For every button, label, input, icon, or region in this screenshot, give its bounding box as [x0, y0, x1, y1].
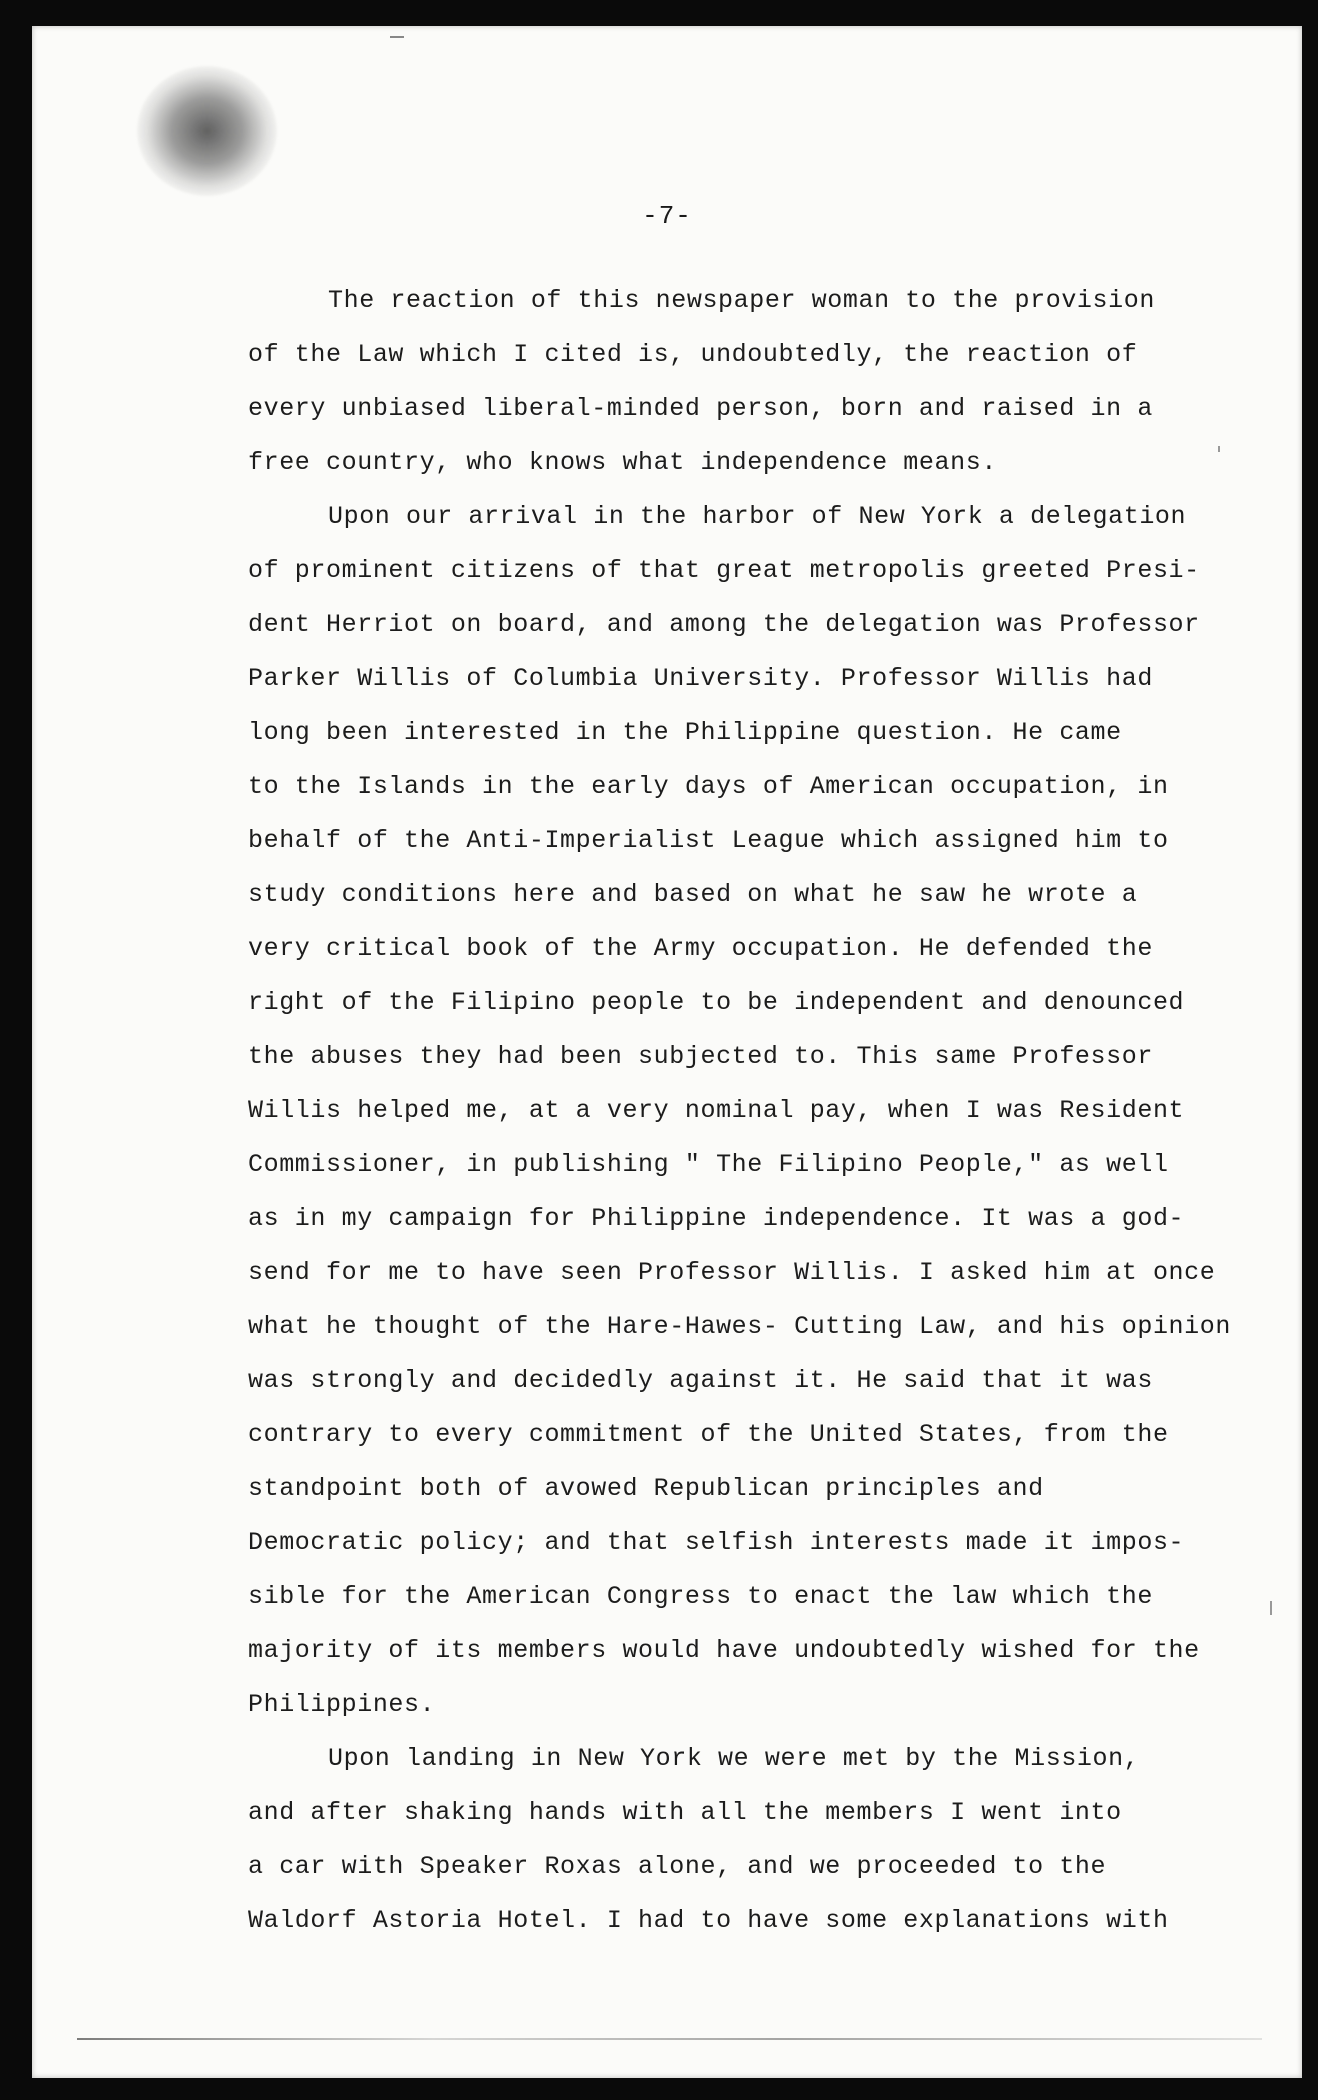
text-line: was strongly and decidedly against it. He said that it was	[248, 1366, 1153, 1395]
text-line: Parker Willis of Columbia University. Professor Willis had	[248, 664, 1153, 693]
scan-mark	[390, 36, 404, 38]
document-page	[32, 26, 1302, 2078]
text-line: the abuses they had been subjected to. This same Professor	[248, 1042, 1153, 1071]
text-line: a car with Speaker Roxas alone, and we proceeded to the	[248, 1852, 1107, 1881]
text-line: Philippines.	[248, 1690, 436, 1719]
text-line: Willis helped me, at a very nominal pay, when I was Resident	[248, 1096, 1185, 1125]
text-line: majority of its members would have undoubtedly wished for the	[248, 1636, 1200, 1665]
page-number: -7-	[642, 201, 692, 231]
margin-mark	[1270, 1601, 1272, 1615]
text-line: of prominent citizens of that great metropolis greeted Presi-	[248, 556, 1200, 585]
page-edge-shadow	[77, 2038, 1262, 2040]
text-line: Upon our arrival in the harbor of New York a delegation	[328, 502, 1187, 531]
text-line: free country, who knows what independence means.	[248, 448, 997, 477]
text-line: right of the Filipino people to be independent and denounced	[248, 988, 1185, 1017]
text-line: contrary to every commitment of the United States, from the	[248, 1420, 1169, 1449]
text-line: of the Law which I cited is, undoubtedly, the reaction of	[248, 340, 1138, 369]
text-line: standpoint both of avowed Republican principles and	[248, 1474, 1044, 1503]
text-line: behalf of the Anti-Imperialist League which assigned him to	[248, 826, 1169, 855]
text-line: Democratic policy; and that selfish interests made it impos-	[248, 1528, 1185, 1557]
text-line: and after shaking hands with all the members I went into	[248, 1798, 1122, 1827]
ink-smudge	[137, 66, 277, 196]
text-line: Waldorf Astoria Hotel. I had to have some explanations with	[248, 1906, 1169, 1935]
text-line: very critical book of the Army occupation. He defended the	[248, 934, 1153, 963]
text-line: study conditions here and based on what he saw he wrote a	[248, 880, 1138, 909]
margin-mark	[1218, 446, 1220, 452]
text-line: The reaction of this newspaper woman to the provision	[328, 286, 1155, 315]
text-line: as in my campaign for Philippine independence. It was a god-	[248, 1204, 1185, 1233]
text-line: dent Herriot on board, and among the delegation was Professor	[248, 610, 1200, 639]
text-line: sible for the American Congress to enact the law which the	[248, 1582, 1153, 1611]
text-line: Commissioner, in publishing " The Filipino People," as well	[248, 1150, 1169, 1179]
text-line: long been interested in the Philippine question. He came	[248, 718, 1122, 747]
text-line: Upon landing in New York we were met by the Mission,	[328, 1744, 1140, 1773]
text-line: what he thought of the Hare-Hawes- Cutting Law, and his opinion	[248, 1312, 1231, 1341]
text-line: to the Islands in the early days of American occupation, in	[248, 772, 1169, 801]
text-line: send for me to have seen Professor Willis. I asked him at once	[248, 1258, 1216, 1287]
text-line: every unbiased liberal-minded person, born and raised in a	[248, 394, 1153, 423]
body-text	[248, 274, 1258, 1948]
